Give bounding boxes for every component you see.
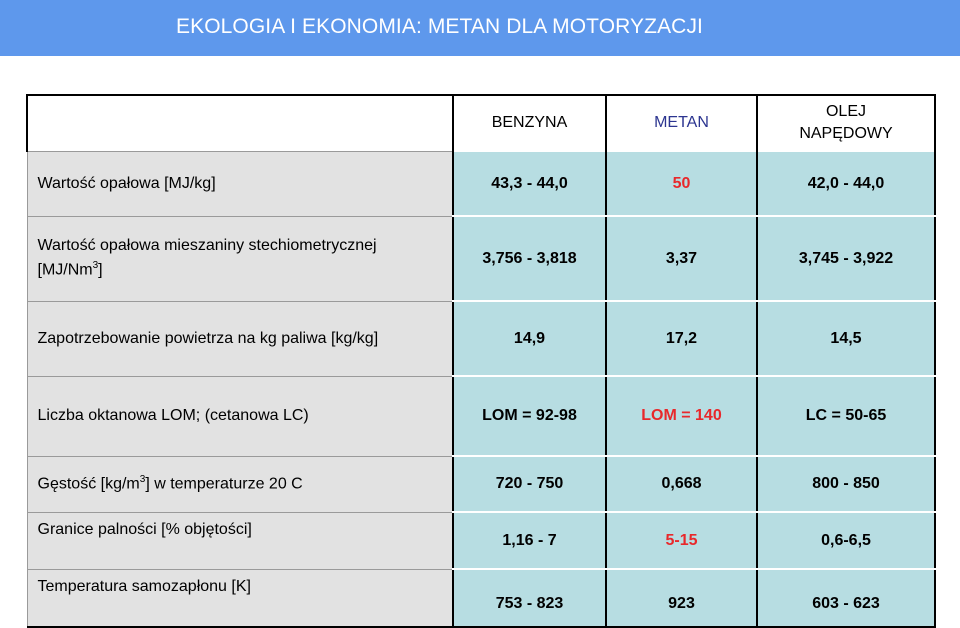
cell-value: 17,2: [606, 301, 757, 376]
header-empty-cell: [27, 95, 453, 151]
table-row: [27, 376, 935, 456]
cell-value: 5-15: [606, 512, 757, 569]
page-title: EKOLOGIA I EKONOMIA: METAN DLA MOTORYZACJI: [176, 15, 703, 38]
cell-value: 50: [606, 151, 757, 216]
row-label: [27, 456, 453, 512]
cell-value: 42,0 - 44,0: [757, 151, 935, 216]
table-row: [27, 569, 935, 627]
cell-value: 720 - 750: [453, 456, 606, 512]
table-row: [27, 512, 935, 569]
row-label-post: ] w temperaturze 20 C: [145, 475, 303, 493]
table-row: [27, 216, 935, 301]
row-label: Liczba oktanowa LOM; (cetanowa LC): [27, 376, 453, 456]
cell-value: LOM = 92-98: [453, 376, 606, 456]
cell-value: 14,5: [757, 301, 935, 376]
cell-value: 3,756 - 3,818: [453, 216, 606, 301]
cell-value: 14,9: [453, 301, 606, 376]
column-header-olej: [757, 95, 935, 151]
comparison-table: [26, 94, 936, 628]
row-label-unit-end: ]: [98, 261, 103, 279]
row-label: Granice palności [% objętości]: [27, 512, 453, 569]
row-label-line1: Wartość opałowa mieszaniny stechiometrycznej: [37, 237, 377, 255]
row-label: Temperatura samozapłonu [K]: [27, 569, 453, 627]
cell-value: 0,6-6,5: [757, 512, 935, 569]
title-banner: [0, 0, 960, 56]
cell-value: 3,37: [606, 216, 757, 301]
cell-value: 43,3 - 44,0: [453, 151, 606, 216]
column-header-metan: METAN: [606, 95, 757, 151]
table-row: [27, 456, 935, 512]
cell-value: 923: [606, 569, 757, 627]
row-label: Zapotrzebowanie powietrza na kg paliwa [kg/kg]: [27, 301, 453, 376]
cell-value: LC = 50-65: [757, 376, 935, 456]
row-label-unit: [MJ/Nm: [37, 261, 93, 279]
column-header-benzyna: BENZYNA: [453, 95, 606, 151]
table-row: [27, 151, 935, 216]
row-label: Wartość opałowa [MJ/kg]: [27, 151, 453, 216]
row-label-pre: Gęstość [kg/m: [37, 475, 140, 493]
cell-value: 800 - 850: [757, 456, 935, 512]
cell-value: 603 - 623: [757, 569, 935, 627]
row-label-sup: 3: [139, 474, 146, 486]
cell-value: 1,16 - 7: [453, 512, 606, 569]
row-label: [27, 216, 453, 301]
cell-value: 753 - 823: [453, 569, 606, 627]
cell-value: 3,745 - 3,922: [757, 216, 935, 301]
cell-value: LOM = 140: [606, 376, 757, 456]
row-label-sup: 3: [92, 260, 99, 272]
header-row: [27, 95, 935, 151]
cell-value: 0,668: [606, 456, 757, 512]
table-row: [27, 301, 935, 376]
column-header-olej-text: OLEJ NAPĘDOWY: [799, 103, 893, 142]
